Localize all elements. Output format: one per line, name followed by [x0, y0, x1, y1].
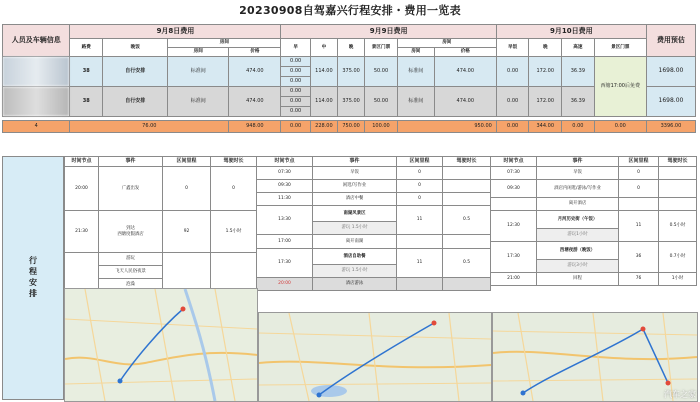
breakfast: 0.00 — [281, 107, 310, 117]
sched-event: 南湖风景区 — [313, 206, 397, 222]
sched-km: 11 — [619, 211, 659, 242]
sched-event: 月河历史街（午饭） — [537, 211, 619, 229]
sched-event: 回程 — [537, 273, 619, 286]
sched-header: 时间节点 — [491, 157, 537, 167]
supper3: 172.00 — [529, 87, 562, 117]
breakfast3: 0.00 — [496, 87, 529, 117]
sched-event: 闲逛/写作业 — [313, 180, 397, 193]
sched-time: 17:00 — [257, 235, 313, 249]
lunch: 114.00 — [310, 57, 337, 87]
sched-km: 11 — [397, 249, 443, 278]
sched-event: 酒店自助餐 — [313, 249, 397, 265]
sched-event: 离开酒店 — [537, 198, 619, 211]
room2-price: 474.00 — [434, 57, 496, 87]
breakfast: 0.00 — [281, 77, 310, 87]
person-info-blurred — [3, 57, 70, 87]
supper: 375.00 — [337, 57, 364, 87]
sched-event: 游玩 — [99, 253, 163, 266]
col-breakfast: 早 — [281, 39, 310, 57]
sched-km: 0 — [163, 167, 211, 211]
sched-header: 时间节点 — [65, 157, 99, 167]
schedule-day1 — [64, 156, 257, 292]
room-price: 474.00 — [229, 87, 281, 117]
map-image — [65, 289, 257, 401]
route-map-day2[interactable] — [258, 312, 492, 402]
sched-event: 游玩 1.5小时 — [313, 222, 397, 235]
page-title: 20230908自驾嘉兴行程安排・费用一览表 — [239, 4, 461, 17]
sched-time: 09:30 — [491, 180, 537, 198]
sched-event: 到达 西塘度假酒店 — [99, 211, 163, 253]
room2: 标准间 — [397, 57, 434, 87]
sched-hours — [659, 198, 697, 211]
schedule-day3 — [490, 156, 697, 286]
sched-hours: 0 — [211, 167, 257, 211]
sched-event: 泡澡 — [99, 279, 163, 292]
breakfast: 0.00 — [281, 67, 310, 77]
sched-time: 17:30 — [491, 242, 537, 273]
dinner: 自行安排 — [103, 57, 168, 87]
sched-hours: 1.5小时 — [211, 211, 257, 253]
sched-event: 早饭 — [313, 167, 397, 180]
sched-time — [491, 198, 537, 211]
total-supper3: 344.00 — [529, 121, 562, 133]
ticket: 50.00 — [365, 87, 398, 117]
sched-header: 区间里程 — [163, 157, 211, 167]
sched-km: 0 — [397, 193, 443, 206]
sched-km: 36 — [619, 242, 659, 273]
schedule-side-label — [2, 156, 64, 400]
col-room2: 房间 — [397, 39, 496, 48]
sched-hours: 0.7小时 — [659, 242, 697, 273]
budget: 1698.00 — [646, 57, 695, 87]
day3-header: 9月10日费用 — [496, 25, 646, 39]
col-supper: 晚 — [337, 39, 364, 57]
person-info-blurred — [3, 87, 70, 117]
total-ticket: 100.00 — [365, 121, 398, 133]
col-room2-price: 价格 — [434, 48, 496, 57]
sched-header: 驾驶时长 — [443, 157, 491, 167]
sched-event: 游玩1小时 — [537, 229, 619, 242]
sched-hours: 0.5 — [443, 249, 491, 278]
sched-time: 20:00 — [257, 278, 313, 291]
room-price: 474.00 — [229, 57, 281, 87]
sched-header: 时间节点 — [257, 157, 313, 167]
breakfast: 0.00 — [281, 87, 310, 97]
sched-time: 21:30 — [65, 211, 99, 253]
sched-time: 20:00 — [65, 167, 99, 211]
sched-header: 区间里程 — [619, 157, 659, 167]
highway: 36.39 — [562, 57, 595, 87]
sched-time: 07:30 — [491, 167, 537, 180]
watermark: 汽车之家 — [664, 390, 696, 399]
sched-event: 早饭 — [537, 167, 619, 180]
room: 标准间 — [168, 57, 229, 87]
total-breakfast: 0.00 — [281, 121, 310, 133]
sched-km: 92 — [163, 211, 211, 253]
room2: 标准间 — [397, 87, 434, 117]
sched-time: 21:00 — [491, 273, 537, 286]
total-lunch: 228.00 — [310, 121, 337, 133]
room2-price: 474.00 — [434, 87, 496, 117]
col-room-price: 价格 — [229, 48, 281, 57]
total-count: 4 — [3, 121, 70, 133]
total-budget: 3396.00 — [646, 121, 695, 133]
day1-header: 9月8日费用 — [70, 25, 281, 39]
sched-header: 区间里程 — [397, 157, 443, 167]
sched-header: 事件 — [537, 157, 619, 167]
budget-header: 费用预估 — [646, 25, 695, 57]
total-highway: 0.00 — [562, 121, 595, 133]
col-room2-name: 房间 — [397, 48, 434, 57]
route-map-day1[interactable] — [64, 288, 258, 402]
left-header: 人员及车辆信息 — [3, 25, 70, 57]
highway: 36.39 — [562, 87, 595, 117]
col-ticket: 景区门票 — [365, 39, 398, 57]
budget: 1698.00 — [646, 87, 695, 117]
sched-km: 0 — [397, 167, 443, 180]
total-ticket3: 0.00 — [594, 121, 646, 133]
sched-km: 0 — [397, 180, 443, 193]
breakfast: 0.00 — [281, 97, 310, 107]
sched-km: 0 — [619, 180, 659, 198]
breakfast: 0.00 — [281, 57, 310, 67]
sched-event: 离开南湖 — [313, 235, 397, 249]
sched-km: 0 — [619, 167, 659, 180]
supper: 375.00 — [337, 87, 364, 117]
sched-hours: 1小时 — [659, 273, 697, 286]
col-ticket3: 景区门票 — [594, 39, 646, 57]
schedule-label-text: 行程安排 — [28, 256, 38, 300]
sched-event: 游玩 1.5小时 — [313, 265, 397, 278]
sched-event: 酒店内闲逛/游泳/写作业 — [537, 180, 619, 198]
sched-km: 11 — [397, 206, 443, 235]
dinner: 自行安排 — [103, 87, 168, 117]
supper3: 172.00 — [529, 57, 562, 87]
sched-hours — [443, 167, 491, 180]
sched-event: 游玩3小时 — [537, 260, 619, 273]
sched-hours: 0.5 — [443, 206, 491, 235]
sched-time: 17:30 — [257, 249, 313, 278]
sched-header: 事件 — [99, 157, 163, 167]
map-image — [493, 313, 697, 401]
sched-hours: 0.5小时 — [659, 211, 697, 242]
col-room: 房间 — [168, 39, 281, 48]
breakfast3: 0.00 — [496, 57, 529, 87]
ticket: 50.00 — [365, 57, 398, 87]
sched-event: 酒店中餐 — [313, 193, 397, 206]
cost-table — [2, 24, 696, 133]
sched-time: 13:30 — [257, 206, 313, 235]
col-breakfast3: 早饭 — [496, 39, 529, 57]
road-cost: 38 — [70, 87, 103, 117]
sched-event: 飞天人民俗夜景 — [99, 266, 163, 279]
sched-hours — [659, 167, 697, 180]
map-image — [259, 313, 491, 401]
ticket-note: 西塘17:00后免费 — [594, 57, 646, 117]
total-breakfast3: 0.00 — [496, 121, 529, 133]
total-day1: 948.00 — [229, 121, 281, 133]
lunch: 114.00 — [310, 87, 337, 117]
sched-hours — [659, 180, 697, 198]
sched-km — [397, 278, 443, 291]
day2-header: 9月9日费用 — [281, 25, 496, 39]
sched-event: 酒店游泳 — [313, 278, 397, 291]
sched-time: 07:30 — [257, 167, 313, 180]
col-highway: 高速 — [562, 39, 595, 57]
col-room-name: 房间 — [168, 48, 229, 57]
sched-event: 西塘夜游（晚饭） — [537, 242, 619, 260]
sched-time: 12:30 — [491, 211, 537, 242]
sched-hours — [443, 193, 491, 206]
col-lunch: 中 — [310, 39, 337, 57]
col-supper3: 晚 — [529, 39, 562, 57]
sched-time: 11:30 — [257, 193, 313, 206]
total-day2: 950.00 — [397, 121, 496, 133]
sched-km: 76 — [619, 273, 659, 286]
sched-km — [619, 198, 659, 211]
sched-hours — [443, 278, 491, 291]
sheet — [2, 24, 696, 400]
schedule-day2 — [256, 156, 491, 291]
sched-time: 09:30 — [257, 180, 313, 193]
total-supper: 750.00 — [337, 121, 364, 133]
sched-km — [397, 235, 443, 249]
col-dinner: 晚饭 — [103, 39, 168, 57]
room: 标准间 — [168, 87, 229, 117]
sched-event: 广鑫出发 — [99, 167, 163, 211]
sched-header: 事件 — [313, 157, 397, 167]
road-cost: 38 — [70, 57, 103, 87]
sched-header: 驾驶时长 — [659, 157, 697, 167]
col-road: 路费 — [70, 39, 103, 57]
sched-hours — [443, 235, 491, 249]
sched-hours — [443, 180, 491, 193]
sched-header: 驾驶时长 — [211, 157, 257, 167]
total-road: 76.00 — [70, 121, 229, 133]
